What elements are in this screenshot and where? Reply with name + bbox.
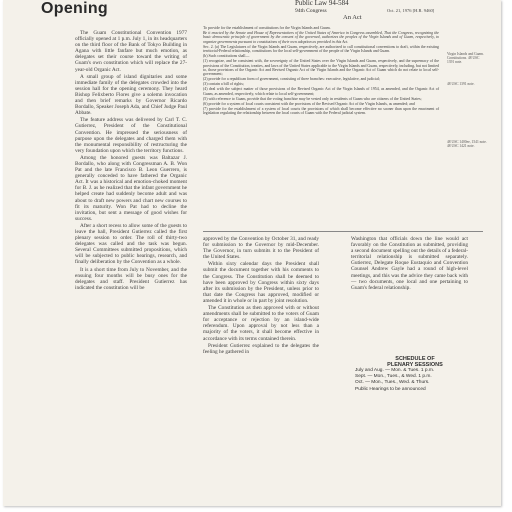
paragraph: Washington that officials down the line would act favorably on the Constitution as submitted, providing a second document spelling out the details of a federal-territorial relationship is submitted separately. Gutierrez, Delegate Roque Eustaquio and Convention Counsel Andrew Gayle had a round of high-level meetings, and this was the advice they came back with — two documents, one local and one pertaining to Guam's federal relationship. xyxy=(351,236,468,291)
law-paragraph: (3) contain a bill of rights; xyxy=(203,82,244,87)
law-paragraph: (4) deal with the subject matter of those provisions of the Revised Organic Act of the Virgin Islands of 1954, as amended, and the Organic Act of Guam, as amended, respectively, which relate to local self-government; xyxy=(203,87,439,96)
paragraph: It is a short time from July to November, and the ensuing four months will be busy ones for the delegates and staff. President Gutierrez has indicated the constitution will be xyxy=(75,266,187,291)
section-divider xyxy=(203,231,483,232)
schedule-row: Sept. — Mon., Tues., & Wed. 1 p.m. xyxy=(355,374,432,379)
paragraph: approved by the Convention by October 31, and ready for submission to the Governor by mid-December. The Governor, in turn submits it to the President of the United States. xyxy=(203,236,319,261)
law-margin-note: 48 USC 1400ee, 1541 note. 48 USC 1421 note. xyxy=(447,140,487,148)
law-paragraph: (2) provide for a republican form of government, consisting of three branches: executive, legislative, and judicial; xyxy=(203,77,380,82)
law-congress: 94th Congress xyxy=(295,7,327,14)
law-paragraph: (7) provide for the establishment of a system of local courts the provisions of which shall become effective no sooner than upon the enactment of legislation regulating the relationship between the local courts of Guam with the Federal judicial system. xyxy=(203,106,439,116)
paragraph: After a short recess to allow some of the guests to leave the hall, President Gutierrez called the first plenary session to order. The roll of thirty-two delegates was called and the task was begun. Several Committees submitted propositions, which will be subjected to public hearings, research, and finally deliberation by the Convention as a whole. xyxy=(75,222,187,266)
law-margin-note: 48 USC 1391 note. xyxy=(447,82,475,86)
schedule-box xyxy=(355,356,475,393)
headline: Opening xyxy=(41,0,108,17)
law-paragraph: (1) recognize, and be consistent with, the sovereignty of the United States over the Virgin Islands and Guam, respectively, and the supremacy of the provisions of the Constitution, treaties, and laws of the United States applicable to the Virgin Islands and Guam, respectively, including, but not limited to, those provisions of the Organic Act and Revised Organic Act of the Virgin Islands and the Organic Act of Guam which do not relate to local self-government; xyxy=(203,59,439,77)
schedule-title: SCHEDULE OF xyxy=(395,356,435,362)
law-paragraph: (b) Such constitutions shall— xyxy=(203,54,250,59)
law-paragraph: Sec. 2. (a) The Legislatures of the Virgin Islands and Guam, respectively, are authorized to call constitutional conventions to draft, within the existing territorial-Federal relationship, constitutions for the local self-government of the people of the Virgin Islands and Guam. xyxy=(203,44,439,54)
newsletter-page xyxy=(3,0,501,506)
schedule-footer: Public Hearings to be announced xyxy=(355,387,426,392)
law-paragraph: (6) provide for a system of local courts consistent with the provisions of the Revised Organic Act of the Virgin Islands, as amended; and xyxy=(203,101,415,106)
public-law-text xyxy=(203,26,439,116)
paragraph: The Constitution as then approved with or without amendments shall be submitted to the voters of Guam for acceptance or rejection by an island-wide referendum. Upon approval by not less than a majority of the voters, it shall become effective in accordance with its terms contained therein. xyxy=(203,305,319,342)
law-an-act: An Act xyxy=(343,14,362,21)
paragraph: A small group of island dignitaries and some immediate family of the delegates crowded into the session hall for the opening ceremony. They heard Bishop Felixberto Flores give a solemn invocation and then brief remarks by Governor Ricardo Bordallo, Speaker Joseph Ada, and Chief Judge Paul Abbate. xyxy=(75,73,187,117)
paragraph: President Gutierrez explained to the delegates the feeling he gathered in xyxy=(203,342,319,355)
schedule-row: July and Aug. — Mon. & Tues. 1 p.m. xyxy=(355,368,435,373)
law-paragraph: Be it enacted by the Senate and House of Representatives of the United States of America in Congress assembled, That the Congress, recognizing the basic democratic principle of government by the consent of the governed, authorizes the peoples of the Virgin Islands and of Guam, respectively, to organize governments pursuant to constitutions of their own adoption as provided in this Act. xyxy=(203,31,439,44)
schedule-row: Oct. — Mon., Tues., Wed. & Thurs. xyxy=(355,380,430,385)
law-margin-note: Virgin Islands and Guam. Constitutions. 48 USC 1391 note. xyxy=(447,52,484,64)
law-paragraph: (5) with reference to Guam, provide that the voting franchise may be vested only in residents of Guam who are citizens of the United States; xyxy=(203,96,422,101)
paragraph: Among the honored guests was Baltazar J. Bordallo, who along with Congressman A. B. Won Pat and the late Francisco B. Leon Guerrero, is generally conceded to have fathered the Organic Act. It was a historical and emotion-choked moment for B. J. as he realized that the infant government he helped create had suddenly become adult and was about to draft new powers and chart new courses to fit its maturity. Won Pat had to decline the invitation, but sent a message of good wishes for success. xyxy=(75,154,187,222)
law-title: Public Law 94-584 xyxy=(295,0,349,7)
article-column-3 xyxy=(351,236,468,292)
law-bill-number: Oct. 21, 1976 [H.R. 9460] xyxy=(387,8,435,13)
article-column-1 xyxy=(75,30,187,292)
paragraph: The Guam Constitutional Convention 1977 officially opened at 1 p.m. July 1, in its headquarters on the third floor of the Bank of Tokyo Building in Agana with little fanfare but much emotion, as delegates set their course toward the writing of Guam's own constitution which will replace the 27-year-old Organic Act. xyxy=(75,30,187,73)
paragraph: Within sixty calendar days the President shall submit the document together with his comments to the Congress. The Constitution shall be deemed to have been approved by Congress within sixty days after its submission by the President, unless prior to that date the Congress has approved, modified or amended it in whole or in part by joint resolution. xyxy=(203,261,319,304)
schedule-subtitle: PLENARY SESSIONS xyxy=(387,362,443,368)
paragraph: The feature address was delivered by Carl T. C. Gutierrez, President of the Constitutional Convention. He impressed the seriousness of purpose upon the delegates and charged them with the monumental responsibility of restructuring the very foundation upon which the territory functions. xyxy=(75,117,187,154)
law-purpose: To provide for the establishment of constitutions for the Virgin Islands and Guam. xyxy=(203,26,331,30)
article-column-2 xyxy=(203,236,319,356)
